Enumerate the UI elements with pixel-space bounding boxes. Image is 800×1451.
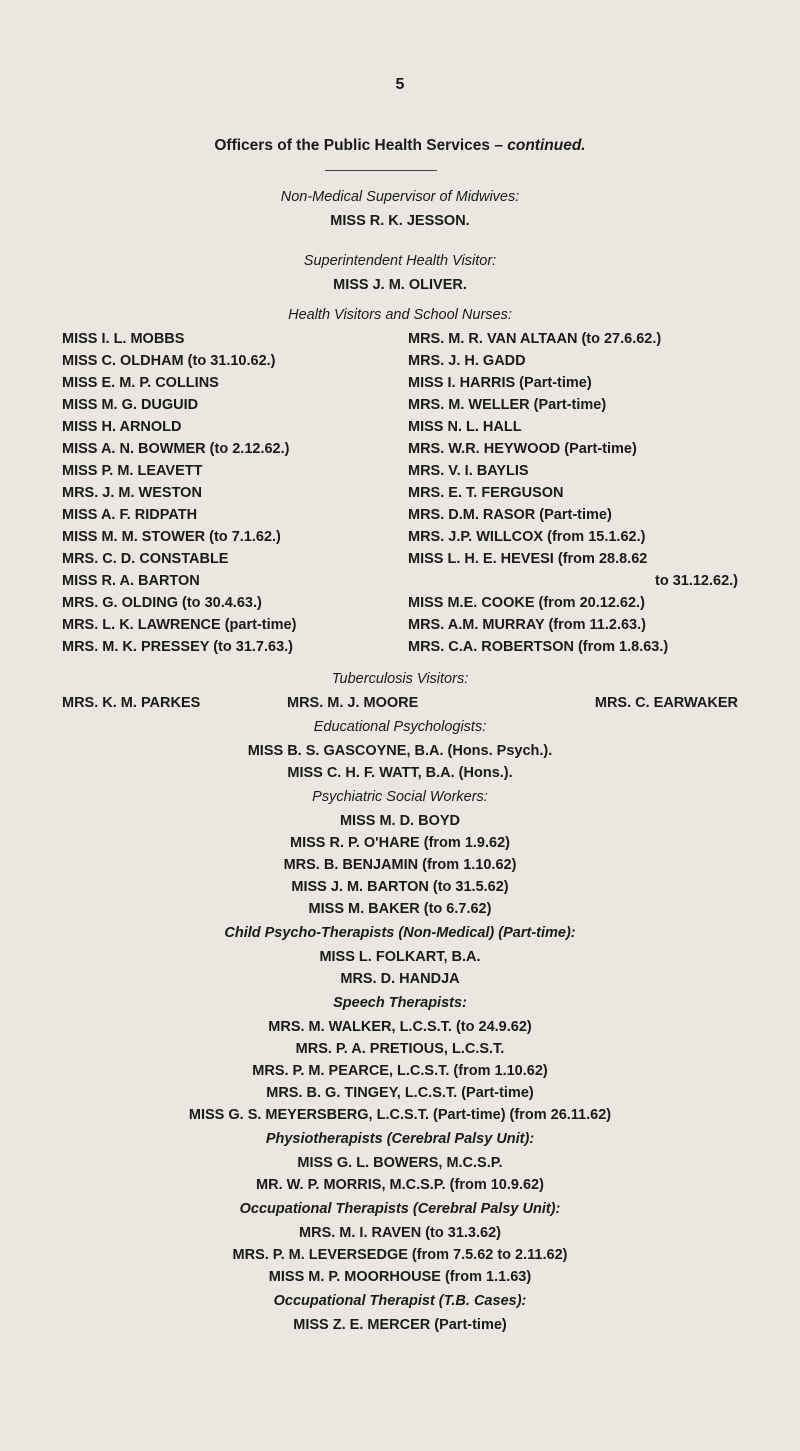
list-item: MISS C. H. F. WATT, B.A. (Hons.). <box>287 765 513 781</box>
list-item: MISS Z. E. MERCER (Part-time) <box>293 1317 507 1333</box>
list-item: MISS A. N. BOWMER (to 2.12.62.) <box>62 441 290 457</box>
list-item: MRS. A.M. MURRAY (from 11.2.63.) <box>408 617 646 633</box>
list-item: MISS M. M. STOWER (to 7.1.62.) <box>62 529 281 545</box>
list-item: MRS. M. WELLER (Part-time) <box>408 397 607 413</box>
list-item: MISS M. G. DUGUID <box>62 397 199 413</box>
list-item: MISS E. M. P. COLLINS <box>62 375 219 391</box>
list-item: MRS. J. H. GADD <box>408 353 526 369</box>
list-item: MRS. M. K. PRESSEY (to 31.7.63.) <box>62 639 293 655</box>
social-workers-heading: Psychiatric Social Workers: <box>312 789 488 805</box>
list-item: MRS. V. I. BAYLIS <box>408 463 529 479</box>
list-item: MISS G. L. BOWERS, M.C.S.P. <box>297 1155 503 1171</box>
list-item: MISS M. BAKER (to 6.7.62) <box>308 901 492 917</box>
list-item: MISS C. OLDHAM (to 31.10.62.) <box>62 353 276 369</box>
list-item: MRS. D.M. RASOR (Part-time) <box>408 507 612 523</box>
list-item: MRS. C.A. ROBERTSON (from 1.8.63.) <box>408 639 669 655</box>
midwives-name: MISS R. K. JESSON. <box>330 213 470 229</box>
list-item: MRS. L. K. LAWRENCE (part-time) <box>62 617 297 633</box>
list-item: MISS L. H. E. HEVESI (from 28.8.62 <box>408 551 648 567</box>
list-item: MRS. P. M. PEARCE, L.C.S.T. (from 1.10.62) <box>252 1063 548 1079</box>
health-visitor-name: MISS J. M. OLIVER. <box>333 277 467 293</box>
title-divider <box>325 170 437 171</box>
list-item: MRS. C. EARWAKER <box>594 695 738 711</box>
page-title <box>0 137 800 155</box>
list-item: MISS I. HARRIS (Part-time) <box>408 375 592 391</box>
physio-heading: Physiotherapists (Cerebral Palsy Unit): <box>265 1131 535 1147</box>
list-item: MRS. B. BENJAMIN (from 1.10.62) <box>283 857 517 873</box>
list-item: MISS G. S. MEYERSBERG, L.C.S.T. (Part-time) (from 26.11.62) <box>188 1107 612 1123</box>
list-item: MISS J. M. BARTON (to 31.5.62) <box>291 879 509 895</box>
list-item: MRS. K. M. PARKES <box>62 695 201 711</box>
health-visitor-heading: Superintendent Health Visitor: <box>303 253 497 269</box>
list-item: MRS. M. R. VAN ALTAAN (to 27.6.62.) <box>408 331 662 347</box>
midwives-heading: Non-Medical Supervisor of Midwives: <box>280 189 520 205</box>
list-item: MRS. D. HANDJA <box>340 971 460 987</box>
list-item: MRS. W.R. HEYWOOD (Part-time) <box>408 441 637 457</box>
nurses-heading: Health Visitors and School Nurses: <box>288 307 512 323</box>
list-item: MR. W. P. MORRIS, M.C.S.P. (from 10.9.62) <box>256 1177 544 1193</box>
list-item: MRS. M. WALKER, L.C.S.T. (to 24.9.62) <box>268 1019 532 1035</box>
tuberculosis-heading: Tuberculosis Visitors: <box>331 671 469 687</box>
list-item: MISS R. P. O'HARE (from 1.9.62) <box>290 835 510 851</box>
list-item: MRS. J. M. WESTON <box>62 485 202 501</box>
page-number: 5 <box>395 76 405 93</box>
title-text: Officers of the Public Health Services <box>214 137 491 154</box>
list-item: MRS. E. T. FERGUSON <box>408 485 564 501</box>
list-item: MRS. J.P. WILLCOX (from 15.1.62.) <box>408 529 646 545</box>
list-item: MISS A. F. RIDPATH <box>62 507 198 523</box>
list-item: MISS M.E. COOKE (from 20.12.62.) <box>408 595 645 611</box>
title-continued: – continued. <box>494 137 586 154</box>
list-item: MISS I. L. MOBBS <box>62 331 185 347</box>
list-item: MISS M. D. BOYD <box>339 813 461 829</box>
psychologists-heading: Educational Psychologists: <box>313 719 487 735</box>
list-item: MRS. C. D. CONSTABLE <box>62 551 229 567</box>
occupational-tb-heading: Occupational Therapist (T.B. Cases): <box>273 1293 527 1309</box>
list-item: MRS. G. OLDING (to 30.4.63.) <box>62 595 262 611</box>
list-item: MISS P. M. LEAVETT <box>62 463 203 479</box>
list-item: MRS. B. G. TINGEY, L.C.S.T. (Part-time) <box>266 1085 534 1101</box>
list-item: MRS. P. M. LEVERSEDGE (from 7.5.62 to 2.11.62) <box>232 1247 568 1263</box>
occupational-cp-heading: Occupational Therapists (Cerebral Palsy Unit): <box>239 1201 561 1217</box>
list-item: MISS H. ARNOLD <box>62 419 182 435</box>
list-item: MISS B. S. GASCOYNE, B.A. (Hons. Psych.). <box>247 743 553 759</box>
list-item: MISS N. L. HALL <box>408 419 522 435</box>
list-item: MISS M. P. MOORHOUSE (from 1.1.63) <box>268 1269 532 1285</box>
list-item: MRS. M. I. RAVEN (to 31.3.62) <box>299 1225 501 1241</box>
list-item: MISS L. FOLKART, B.A. <box>319 949 481 965</box>
list-item: MISS R. A. BARTON <box>62 573 200 589</box>
list-item-continuation: to 31.12.62.) <box>654 573 738 589</box>
speech-heading: Speech Therapists: <box>333 995 467 1011</box>
psycho-therapists-heading: Child Psycho-Therapists (Non-Medical) (Part-time): <box>224 925 576 941</box>
list-item: MRS. P. A. PRETIOUS, L.C.S.T. <box>295 1041 505 1057</box>
list-item: MRS. M. J. MOORE <box>287 695 419 711</box>
